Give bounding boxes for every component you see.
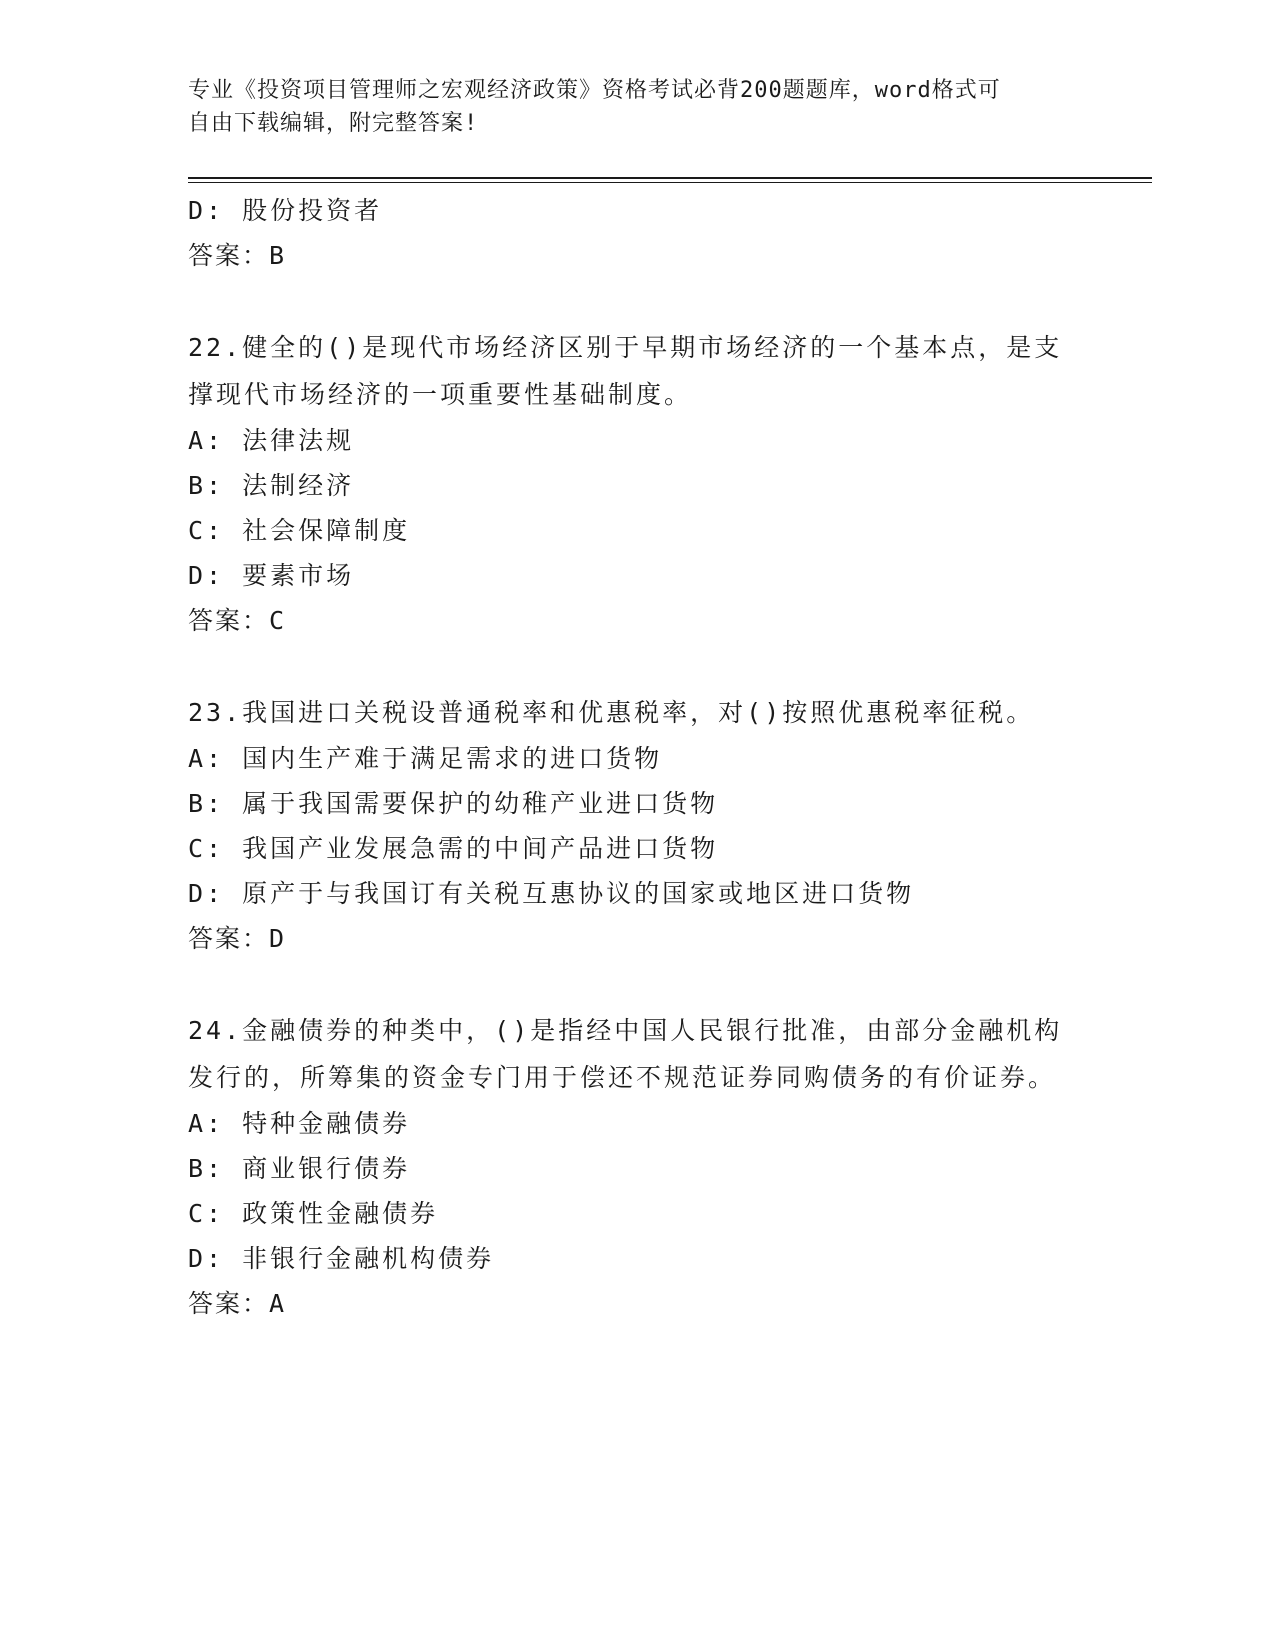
header-rule-thin: [188, 182, 1152, 183]
option-a: A: 国内生产难于满足需求的进口货物: [188, 744, 663, 773]
option-b: B: 商业银行债券: [188, 1154, 411, 1183]
question-text: 24.金融债券的种类中，()是指经中国人民银行批准，由部分金融机构发行的，所筹集的资金专门用于偿还不规范证券同购债务的有价证券。: [188, 1016, 1063, 1092]
spacer: [188, 961, 1088, 1007]
answer-line: [188, 233, 1088, 278]
option-a: A: 特种金融债券: [188, 1109, 411, 1138]
answer-label: 答案：: [188, 924, 270, 953]
answer-label: 答案：: [188, 241, 270, 270]
answer-line: [188, 598, 1088, 643]
option-d: D: 非银行金融机构债券: [188, 1244, 495, 1273]
option-c: C: 社会保障制度: [188, 516, 411, 545]
option-c: C: 政策性金融债券: [188, 1199, 439, 1228]
answer-value: A: [269, 1289, 287, 1318]
answer-label: 答案：: [188, 606, 270, 635]
answer-line: [188, 916, 1088, 961]
header-rule-thick: [188, 177, 1152, 179]
spacer: [188, 278, 1088, 324]
option-c: C: 我国产业发展急需的中间产品进口货物: [188, 834, 719, 863]
question-text: 23.我国进口关税设普通税率和优惠税率，对()按照优惠税率征税。: [188, 698, 1035, 727]
answer-value: C: [269, 606, 287, 635]
option-d: D: 股份投资者: [188, 196, 383, 225]
answer-line: [188, 1281, 1088, 1326]
question-block: [188, 1007, 1088, 1326]
option-b: B: 法制经济: [188, 471, 355, 500]
document-header: [188, 74, 1088, 140]
question-block: [188, 324, 1088, 643]
option-a: A: 法律法规: [188, 426, 355, 455]
answer-value: B: [269, 241, 287, 270]
answer-value: D: [269, 924, 287, 953]
document-body: [188, 188, 1088, 1326]
spacer: [188, 643, 1088, 689]
header-line-2: 自由下载编辑，附完整答案!: [188, 111, 479, 136]
question-block: [188, 689, 1088, 961]
answer-label: 答案：: [188, 1289, 270, 1318]
option-d: D: 要素市场: [188, 561, 355, 590]
header-line-1: 专业《投资项目管理师之宏观经济政策》资格考试必背200题题库，word格式可: [188, 78, 1001, 103]
option-b: B: 属于我国需要保护的幼稚产业进口货物: [188, 789, 719, 818]
question-text: 22.健全的()是现代市场经济区别于早期市场经济的一个基本点，是支撑现代市场经济的一项重要性基础制度。: [188, 333, 1063, 409]
option-d: D: 原产于与我国订有关税互惠协议的国家或地区进口货物: [188, 879, 915, 908]
